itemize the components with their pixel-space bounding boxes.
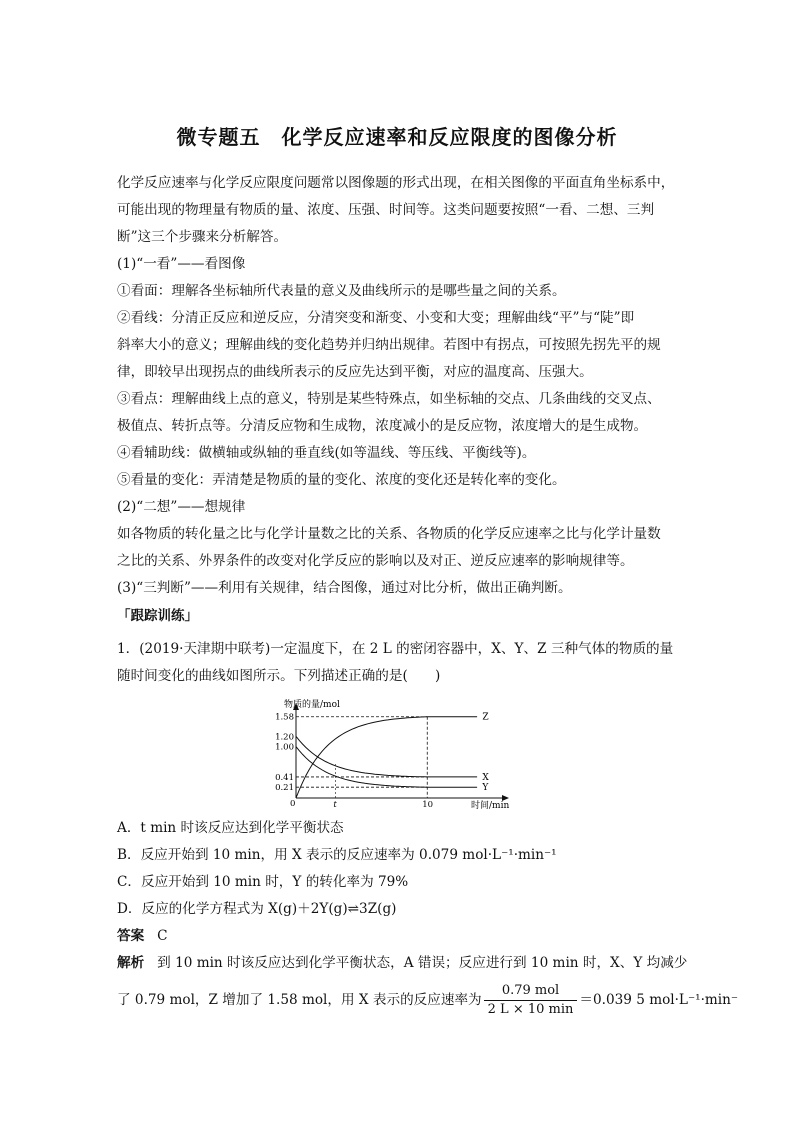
intro-line-3: 断”这三个步骤来分析解答。 (117, 229, 288, 245)
intro-line-1: 化学反应速率与化学反应限度问题常以图像题的形式出现，在相关图像的平面直角坐标系中， (117, 175, 675, 191)
step-line: ②看线：分清正反应和逆反应，分清突变和渐变、小变和大变；理解曲线“平”与“陡”即 (117, 310, 635, 326)
y-tick-label: 1.58 (275, 712, 294, 723)
step-line: (3)“三判断”——利用有关规律，结合图像，通过对比分析，做出正确判断。 (117, 580, 572, 596)
step-line: 之比的关系、外界条件的改变对化学反应的影响以及对正、逆反应速率的影响规律等。 (117, 553, 634, 569)
step-line: 斜率大小的意义；理解曲线的变化趋势并归纳出规律。若图中有拐点，可按照先拐先平的规 (117, 337, 661, 353)
fraction-numerator: 0.79 mol (484, 982, 578, 1001)
step-line: ③看点：理解曲线上点的意义，特别是某些特殊点，如坐标轴的交点、几条曲线的交叉点、 (117, 391, 661, 407)
analysis-line-1 (117, 950, 688, 977)
x-axis-label: 时间/min (471, 801, 510, 810)
option-c: C．反应开始到 10 min 时，Y 的转化率为 79% (117, 874, 409, 890)
answer-value: C (157, 928, 168, 944)
analysis-text-2b: ＝0.039 5 mol·L⁻¹·min⁻ (579, 992, 739, 1008)
question-line-2: 随时间变化的曲线如图所示。下列描述正确的是( ) (117, 668, 441, 684)
question-line-1: 1．(2019·天津期中联考)一定温度下，在 2 L 的密闭容器中，X、Y、Z 三种气体的物质的量 (117, 641, 674, 657)
section-heading-text: 跟踪训练 (130, 608, 185, 624)
option-d: D．反应的化学方程式为 X(g)＋2Y(g)⇌3Z(g) (117, 901, 397, 917)
analysis-text-1: 到 10 min 时该反应达到化学平衡状态，A 错误；反应进行到 10 min 时，X、Y 均减少 (157, 955, 688, 971)
option-a: A．t min 时该反应达到化学平衡状态 (117, 820, 344, 836)
y-tick-label: 0.41 (275, 772, 294, 783)
step-line: (1)“一看”——看图像 (117, 256, 246, 272)
step-line: (2)“二想”——想规律 (117, 499, 246, 515)
y-tick-label: 1.00 (275, 742, 294, 753)
y-axis-label: 物质的量/mol (284, 700, 340, 710)
step-line: ④看辅助线：做横轴或纵轴的垂直线(如等温线、等压线、平衡线等)。 (117, 445, 536, 461)
page-title: 微专题五 化学反应速率和反应限度的图像分析 (176, 125, 618, 149)
step-line: 如各物质的转化量之比与化学计量数之比的关系、各物质的化学反应速率之比与化学计量数 (117, 526, 661, 542)
fraction-denominator: 2 L × 10 min (487, 1002, 574, 1017)
intro-line-2: 可能出现的物理量有物质的量、浓度、压强、时间等。这类问题要按照“一看、二想、三判 (117, 202, 655, 218)
section-heading-close-bracket: 」 (184, 608, 198, 624)
step-line: 极值点、转折点等。分清反应物和生成物，浓度减小的是反应物，浓度增大的是生成物。 (117, 418, 648, 434)
step-line: 律，即较早出现拐点的曲线所表示的反应先达到平衡，对应的温度高、压强大。 (117, 364, 593, 380)
rate-fraction (484, 982, 578, 1019)
section-heading-open-bracket: 「 (117, 608, 131, 624)
step-line: ⑤看量的变化：弄清楚是物质的量的变化、浓度的变化还是转化率的变化。 (117, 472, 566, 488)
option-b: B．反应开始到 10 min，用 X 表示的反应速率为 0.079 mol·L⁻¹·min⁻¹ (117, 847, 557, 863)
step-line: ①看面：理解各坐标轴所代表量的意义及曲线所示的是哪些量之间的关系。 (117, 283, 566, 299)
x-tick-label: 10 (422, 800, 434, 810)
series-label-y: Y (482, 783, 489, 794)
y-tick-label: 0.21 (275, 783, 294, 794)
chart (258, 698, 518, 810)
answer-line (117, 923, 683, 950)
answer-label: 答案 (117, 928, 145, 944)
series-label-z: Z (482, 712, 489, 723)
x-tick-label: 0 (290, 799, 296, 809)
section-heading (117, 603, 683, 630)
analysis-label: 解析 (117, 955, 145, 971)
series-line-y (296, 747, 477, 788)
series-label-x: X (482, 772, 489, 783)
x-tick-label: t (333, 800, 337, 810)
y-tick-label: 1.20 (275, 732, 294, 743)
analysis-line-2 (117, 980, 739, 1020)
analysis-text-2a: 了 0.79 mol，Z 增加了 1.58 mol，用 X 表示的反应速率为 (117, 992, 482, 1008)
